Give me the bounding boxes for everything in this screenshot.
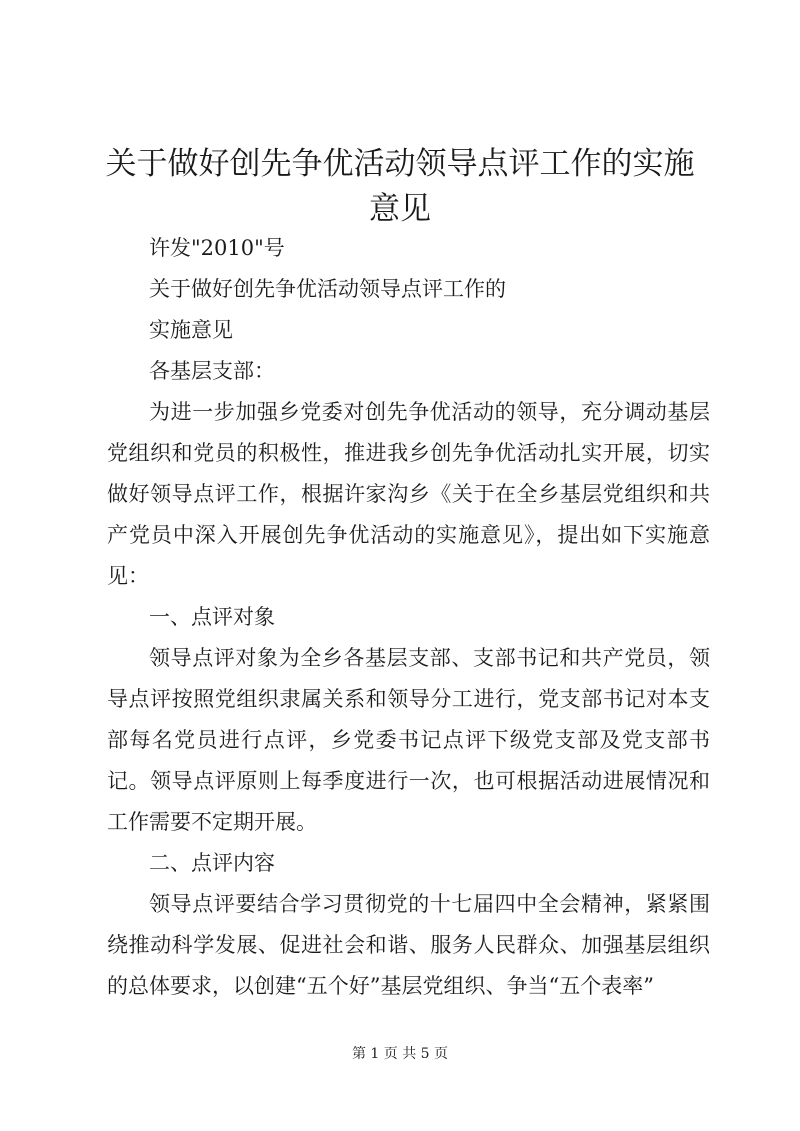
- intro-paragraph: 为进一步加强乡党委对创先争优活动的领导，充分调动基层党组织和党员的积极性，推进我乡创先争优活动扎实开展，切实做好领导点评工作，根据许家沟乡《关于在全乡基层党组织和共产党员中深入开展创先争优活动的实施意见》，提出如下实施意见：: [107, 400, 710, 588]
- salutation: 各基层支部：: [149, 359, 275, 383]
- section-heading-1: 一、点评对象: [149, 605, 275, 629]
- subtitle-line-2: 实施意见: [149, 318, 233, 342]
- document-number: 许发"2010"号: [149, 236, 285, 260]
- subtitle-line-1: 关于做好创先争优活动领导点评工作的: [149, 277, 506, 301]
- section-1-paragraph: 领导点评对象为全乡各基层支部、支部书记和共产党员，领导点评按照党组织隶属关系和领导分工进行，党支部书记对本支部每名党员进行点评，乡党委书记点评下级党支部及党支部书记。领导点评原则上每季度进行一次，也可根据活动进展情况和工作需要不定期开展。: [107, 646, 710, 834]
- page-number-footer: 第 1 页 共 5 页: [351, 1046, 449, 1062]
- section-2-paragraph: 领导点评要结合学习贯彻党的十七届四中全会精神，紧紧围绕推动科学发展、促进社会和谐、服务人民群众、加强基层组织的总体要求，以创建“五个好”基层党组织、争当“五个表率”: [107, 892, 710, 998]
- section-heading-2: 二、点评内容: [149, 851, 275, 875]
- document-body: [107, 228, 710, 1007]
- document-title: 关于做好创先争优活动领导点评工作的实施意见: [105, 146, 695, 227]
